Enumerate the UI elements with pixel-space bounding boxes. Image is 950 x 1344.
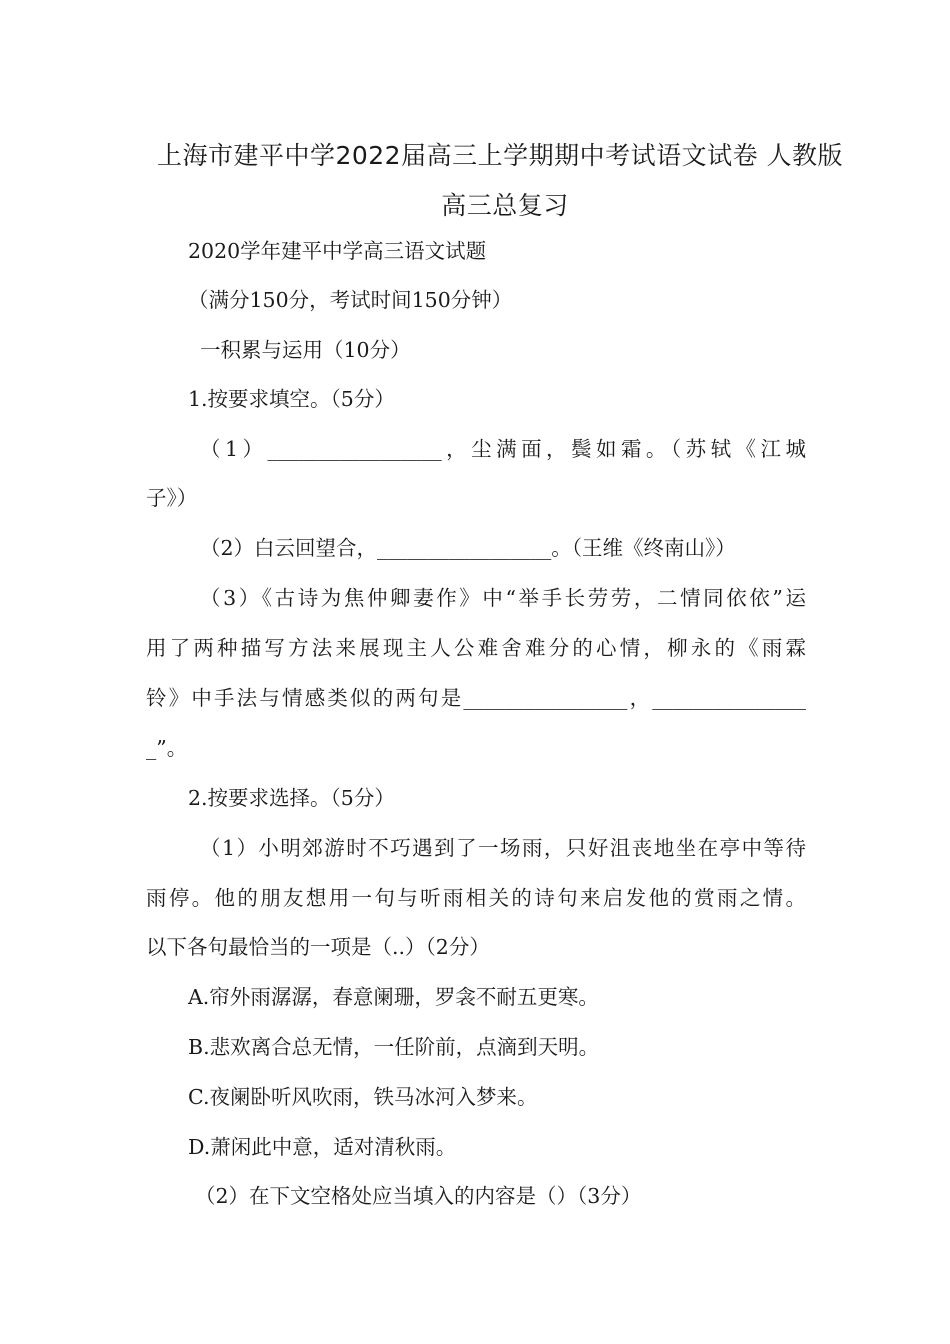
question-1-item-3-line-4: _”。 bbox=[146, 736, 188, 760]
question-2: 2.按要求选择。（5分） bbox=[188, 786, 395, 810]
option-b: B.悲欢离合总无情，一任阶前，点滴到天明。 bbox=[188, 1035, 600, 1059]
question-2-item-1-line-3: 以下各句最恰当的一项是（..）（2分） bbox=[146, 935, 490, 959]
question-2-item-1-line-2: 雨停。他的朋友想用一句与听雨相关的诗句来启发他的赏雨之情。 bbox=[146, 886, 806, 910]
question-2-item-2: （2）在下文空格处应当填入的内容是（）（3分） bbox=[195, 1184, 642, 1208]
exam-info: （满分150分，考试时间150分钟） bbox=[188, 288, 513, 312]
question-1-item-3-line-3: 铃》中手法与情感类似的两句是________________，_______________ bbox=[146, 686, 806, 710]
question-2-item-1: （1）小明郊游时不巧遇到了一场雨，只好沮丧地坐在亭中等待 bbox=[200, 836, 806, 860]
question-1-item-2: （2）白云回望合，_________________。（王维《终南山》） bbox=[200, 536, 736, 560]
question-1-item-3: （3）《古诗为焦仲卿妻作》中“举手长劳劳，二情同依依”运 bbox=[200, 586, 806, 610]
option-a: A.帘外雨潺潺，春意阑珊，罗衾不耐五更寒。 bbox=[188, 985, 599, 1009]
option-d: D.萧闲此中意，适对清秋雨。 bbox=[188, 1135, 457, 1159]
option-c: C.夜阑卧听风吹雨，铁马冰河入梦来。 bbox=[188, 1085, 538, 1109]
section-heading: 一积累与运用（10分） bbox=[200, 338, 411, 362]
question-1: 1.按要求填空。（5分） bbox=[188, 387, 395, 411]
document-subtitle: 高三总复习 bbox=[441, 191, 569, 220]
question-1-item-1: （1）_________________，尘满面，鬓如霜。（苏轼《江城 bbox=[200, 437, 806, 461]
exam-heading: 2020学年建平中学高三语文试题 bbox=[188, 239, 487, 263]
question-1-item-1-cont: 子》） bbox=[146, 486, 198, 510]
question-1-item-3-line-2: 用了两种描写方法来展现主人公难舍难分的心情，柳永的《雨霖 bbox=[146, 636, 806, 660]
document-title: 上海市建平中学2022届高三上学期期中考试语文试卷 人教版 bbox=[156, 141, 844, 170]
